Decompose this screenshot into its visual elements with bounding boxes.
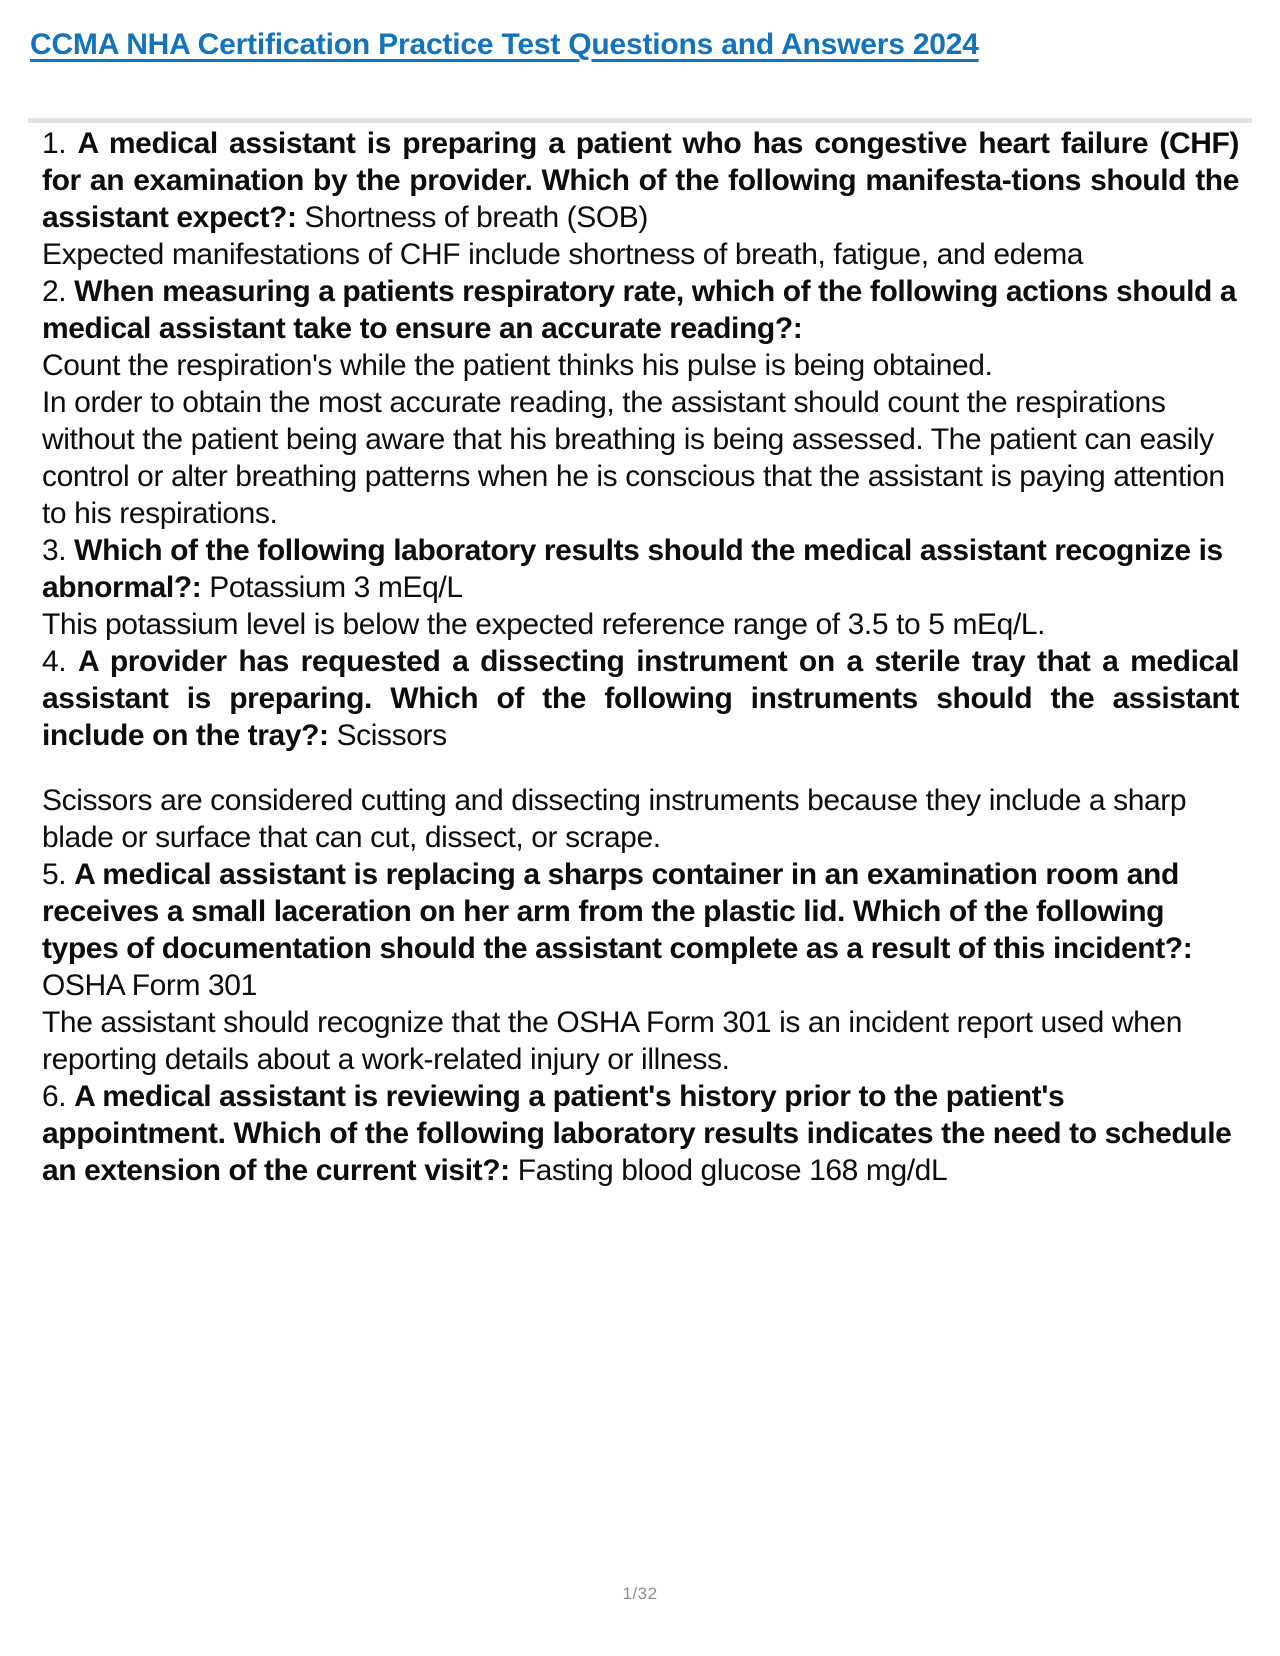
question-number: 6. [42, 1080, 67, 1113]
question-text: A medical assistant is reviewing a patient's history prior to the patient's appointment. Which of the following laboratory results indicates the need to schedule an extension of the current visit?: [42, 1080, 1232, 1187]
qa-item [42, 643, 1239, 856]
question-number: 5. [42, 858, 67, 891]
title-link[interactable]: CCMA NHA Certification Practice Test Questions and Answers 2024 [30, 28, 979, 61]
question-paragraph [42, 1078, 1239, 1189]
explanation-text: The assistant should recognize that the OSHA Form 301 is an incident report used when reporting details about a work-related injury or illness. [42, 1006, 1182, 1076]
qa-item [42, 1078, 1239, 1189]
explanation-text: This potassium level is below the expected reference range of 3.5 to 5 mEq/L. [42, 608, 1046, 641]
qa-item [42, 273, 1239, 532]
page-footer [0, 1584, 1280, 1604]
question-number: 1. [42, 127, 67, 160]
answer-text: Count the respiration's while the patient thinks his pulse is being obtained. [42, 349, 993, 382]
question-paragraph [42, 643, 1239, 754]
page-title [0, 0, 1280, 62]
answer-text: Shortness of breath (SOB) [304, 201, 649, 234]
qa-item [42, 125, 1239, 273]
question-number: 3. [42, 534, 67, 567]
question-number: 2. [42, 275, 67, 308]
answer-text: Scissors [336, 719, 447, 752]
question-text: A provider has requested a dissecting instrument on a sterile tray that a medical assistant is preparing. Which of the following instruments should the assistant include on the tray?: [42, 645, 1240, 752]
question-text: Which of the following laboratory results should the medical assistant recognize is abnormal?: [42, 534, 1223, 604]
explanation-text: In order to obtain the most accurate reading, the assistant should count the respirations without the patient being aware that his breathing is being assessed. The patient can easily control or alter breathing patterns when he is conscious that the assistant is paying attention to his respirations. [42, 386, 1225, 530]
qa-item [42, 856, 1239, 1078]
question-text: A medical assistant is preparing a patient who has congestive heart failure (CHF) for an examination by the provider. Which of the following manifesta-tions should the assistant expect?: [42, 127, 1240, 234]
page-number: 1/32 [622, 1584, 658, 1603]
answer-text: OSHA Form 301 [42, 969, 257, 1002]
qa-list [0, 123, 1239, 1189]
explanation-text: Expected manifestations of CHF include shortness of breath, fatigue, and edema [42, 238, 1084, 271]
question-paragraph [42, 273, 1239, 384]
answer-text: Potassium 3 mEq/L [209, 571, 463, 604]
question-paragraph [42, 125, 1239, 236]
question-paragraph [42, 856, 1239, 1004]
question-number: 4. [42, 645, 67, 678]
answer-text: Fasting blood glucose 168 mg/dL [517, 1154, 948, 1187]
question-text: A medical assistant is replacing a sharps container in an examination room and receives a small laceration on her arm from the plastic lid. Which of the following types of documentation should the assistant complete as a result of this incident?: [42, 858, 1193, 965]
question-text: When measuring a patients respiratory rate, which of the following actions should a medical assistant take to ensure an accurate reading?: [42, 275, 1237, 345]
question-paragraph [42, 532, 1239, 606]
explanation-text: Scissors are considered cutting and dissecting instruments because they include a sharp blade or surface that can cut, dissect, or scrape. [42, 784, 1187, 854]
qa-item [42, 532, 1239, 643]
